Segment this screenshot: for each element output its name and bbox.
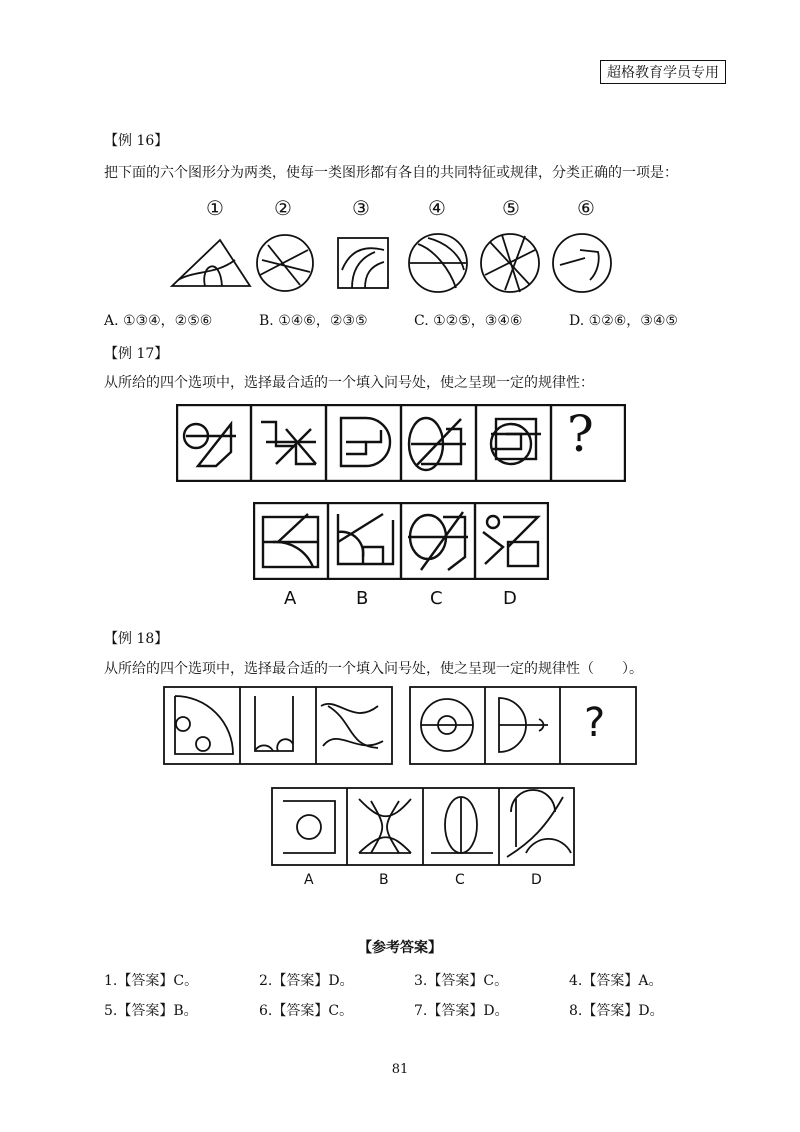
answer-item: 7.【答案】D。 bbox=[414, 1003, 509, 1019]
example-18-sequence bbox=[163, 686, 638, 766]
example-16-question: 把下面的六个图形分为两类，使每一类图形都有各自的共同特征或规律，分类正确的一项是： bbox=[104, 165, 678, 181]
answer-item: 5.【答案】B。 bbox=[104, 1003, 198, 1019]
figure-number-3: ③ bbox=[352, 196, 370, 220]
header-badge: 超格教育学员专用 bbox=[600, 60, 726, 84]
figure-number-6: ⑥ bbox=[577, 196, 595, 220]
example-18-label-a: A bbox=[304, 872, 314, 888]
example-17-question: 从所给的四个选项中，选择最合适的一个填入问号处，使之呈现一定的规律性： bbox=[104, 375, 594, 391]
example-16-title: 【例 16】 bbox=[104, 133, 169, 149]
answer-item: 4.【答案】A。 bbox=[569, 973, 663, 989]
option-c: C. ①②⑤，③④⑥ bbox=[414, 313, 523, 329]
figure-number-2: ② bbox=[274, 196, 292, 220]
figure-number-5: ⑤ bbox=[502, 196, 520, 220]
example-17-question-mark: ? bbox=[567, 405, 594, 463]
option-d: D. ①②⑥，③④⑤ bbox=[569, 313, 678, 329]
example-17-title: 【例 17】 bbox=[104, 346, 169, 362]
answer-item: 2.【答案】D。 bbox=[259, 973, 354, 989]
example-18-question: 从所给的四个选项中，选择最合适的一个填入问号处，使之呈现一定的规律性（ ）。 bbox=[104, 661, 643, 677]
answer-item: 6.【答案】C。 bbox=[259, 1003, 354, 1019]
example-18-label-b: B bbox=[379, 872, 389, 888]
option-b: B. ①④⑥，②③⑤ bbox=[259, 313, 368, 329]
example-18-title: 【例 18】 bbox=[104, 631, 169, 647]
answers-heading: 【参考答案】 bbox=[358, 940, 442, 956]
example-18-options bbox=[271, 787, 575, 867]
example-17-label-b: B bbox=[356, 588, 369, 609]
example-18-label-c: C bbox=[455, 872, 465, 888]
example-17-label-c: C bbox=[430, 588, 443, 609]
example-18-question-mark: ? bbox=[584, 700, 606, 746]
example-17-options bbox=[253, 502, 549, 580]
answer-item: 8.【答案】D。 bbox=[569, 1003, 664, 1019]
figure-number-1: ① bbox=[206, 196, 224, 220]
figure-number-4: ④ bbox=[428, 196, 446, 220]
example-17-label-a: A bbox=[284, 588, 297, 609]
page-number: 81 bbox=[391, 1062, 409, 1077]
example-17-label-d: D bbox=[503, 588, 517, 609]
example-17-sequence bbox=[176, 404, 626, 482]
example-16-figures bbox=[160, 230, 630, 300]
example-18-label-d: D bbox=[531, 872, 542, 888]
answer-item: 1.【答案】C。 bbox=[104, 973, 199, 989]
option-a: A. ①③④，②⑤⑥ bbox=[104, 313, 213, 329]
answer-item: 3.【答案】C。 bbox=[414, 973, 509, 989]
